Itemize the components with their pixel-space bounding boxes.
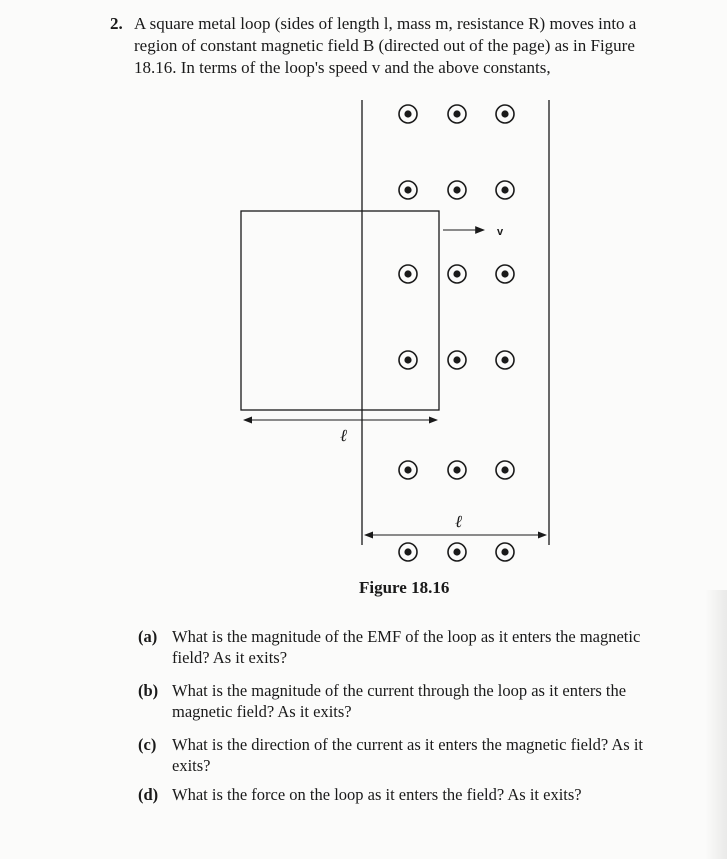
field-out-of-page-symbol xyxy=(448,105,466,123)
field-out-of-page-symbol xyxy=(399,543,417,561)
field-out-of-page-symbol xyxy=(448,351,466,369)
field-out-of-page-symbol xyxy=(448,265,466,283)
field-out-of-page-symbol xyxy=(496,105,514,123)
question-label: (d) xyxy=(138,785,159,804)
scan-shadow xyxy=(705,590,727,859)
field-out-of-page-symbol xyxy=(399,105,417,123)
field-out-of-page-symbol xyxy=(448,461,466,479)
problem-number: 2. xyxy=(110,14,123,33)
velocity-label: v xyxy=(497,226,504,238)
field-out-of-page-symbol xyxy=(399,265,417,283)
field-out-of-page-symbol xyxy=(496,543,514,561)
field-out-of-page-symbol xyxy=(448,181,466,199)
field-width-label: ℓ xyxy=(455,512,463,532)
field-out-of-page-symbol xyxy=(399,181,417,199)
magnetic-field-symbols xyxy=(399,105,514,561)
field-out-of-page-symbol xyxy=(448,543,466,561)
figure-caption: Figure 18.16 xyxy=(359,578,450,597)
question-text: What is the force on the loop as it enters the field? As it exits? xyxy=(172,785,582,804)
question-label: (a) xyxy=(138,627,158,646)
field-out-of-page-symbol xyxy=(496,265,514,283)
field-out-of-page-symbol xyxy=(496,181,514,199)
question-label: (c) xyxy=(138,735,157,754)
field-out-of-page-symbol xyxy=(496,351,514,369)
field-out-of-page-symbol xyxy=(399,351,417,369)
question-text: What is the magnitude of the EMF of the loop as it enters the magnetic field? As it exits? xyxy=(172,627,641,667)
loop-length-label: ℓ xyxy=(340,426,348,446)
question-text: What is the magnitude of the current through the loop as it enters the magnetic field? As it exits? xyxy=(172,681,627,721)
field-out-of-page-symbol xyxy=(399,461,417,479)
question-text: What is the direction of the current as it enters the magnetic field? As it exits? xyxy=(172,735,644,775)
question-label: (b) xyxy=(138,681,159,700)
problem-text: A square metal loop (sides of length l, mass m, resistance R) moves into a region of constant magnetic field B (directed out of the page) as in Figure 18.16. In terms of the loop's speed v and the above constants, xyxy=(134,14,637,77)
square-loop xyxy=(241,211,439,410)
field-out-of-page-symbol xyxy=(496,461,514,479)
